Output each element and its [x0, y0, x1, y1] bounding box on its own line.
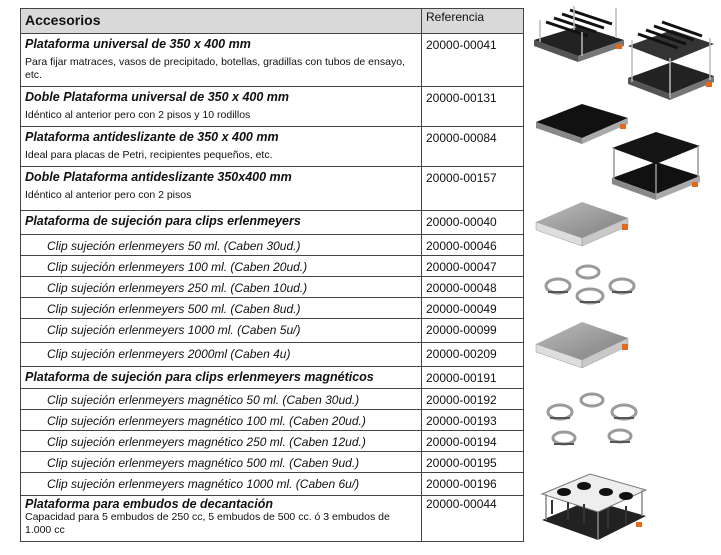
item-description: Capacidad para 5 embudos de 250 cc, 5 embudos de 500 cc. ó 3 embudos de 1.000 cc — [25, 511, 390, 536]
table-row — [21, 410, 524, 431]
item-reference: 20000-00191 — [422, 367, 524, 389]
item-description: Para fijar matraces, vasos de precipitado, botellas, gradillas con tubos de ensayo, etc. — [25, 56, 405, 81]
table-row — [21, 256, 524, 277]
sub-item-title: Clip sujeción erlenmeyers 500 ml. (Caben 8ud.) — [21, 298, 422, 319]
item-reference: 20000-00047 — [422, 256, 524, 277]
sub-item-title: Clip sujeción erlenmeyers 50 ml. (Caben 30ud.) — [21, 235, 422, 256]
item-title: Plataforma de sujeción para clips erlenmeyers magnéticos — [25, 370, 374, 384]
item-reference: 20000-00046 — [422, 235, 524, 256]
table-row — [21, 452, 524, 473]
item-title: Plataforma universal de 350 x 400 mm — [25, 37, 251, 51]
item-description: Ideal para placas de Petri, recipientes pequeños, etc. — [25, 149, 273, 161]
reference-column-header: Referencia — [422, 9, 524, 34]
item-reference: 20000-00049 — [422, 298, 524, 319]
table-row — [21, 127, 524, 167]
item-reference: 20000-00044 — [422, 496, 524, 542]
sub-item-title: Clip sujeción erlenmeyers magnético 50 ml. (Caben 30ud.) — [21, 389, 422, 410]
item-reference: 20000-00131 — [422, 87, 524, 127]
magnetic-clip-set-icon — [548, 394, 636, 444]
clip-platform-icon — [536, 202, 628, 246]
sub-item-title: Clip sujeción erlenmeyers 1000 ml. (Caben 5u/) — [21, 319, 422, 343]
item-title: Doble Plataforma antideslizante 350x400 mm — [25, 170, 292, 184]
table-row — [21, 343, 524, 367]
sub-item-title: Clip sujeción erlenmeyers magnético 1000 ml. (Caben 6u/) — [21, 473, 422, 496]
table-row — [21, 367, 524, 389]
table-row — [21, 319, 524, 343]
item-title: Doble Plataforma universal de 350 x 400 mm — [25, 90, 290, 104]
item-title: Plataforma antideslizante de 350 x 400 mm — [25, 130, 279, 144]
universal-platform-icon — [534, 6, 624, 62]
double-non-slip-platform-icon — [612, 132, 700, 200]
item-reference: 20000-00193 — [422, 410, 524, 431]
non-slip-platform-icon — [536, 104, 628, 144]
table-row — [21, 34, 524, 87]
sub-item-title: Clip sujeción erlenmeyers 100 ml. (Caben 20ud.) — [21, 256, 422, 277]
table-row — [21, 87, 524, 127]
item-reference: 20000-00041 — [422, 34, 524, 87]
item-reference: 20000-00195 — [422, 452, 524, 473]
table-row — [21, 431, 524, 452]
sub-item-title: Clip sujeción erlenmeyers magnético 100 ml. (Caben 20ud.) — [21, 410, 422, 431]
double-universal-platform-icon — [628, 22, 714, 100]
table-row — [21, 389, 524, 410]
table-row — [21, 298, 524, 319]
clip-set-icon — [546, 266, 634, 303]
item-reference: 20000-00040 — [422, 211, 524, 235]
item-reference: 20000-00192 — [422, 389, 524, 410]
item-reference: 20000-00157 — [422, 167, 524, 211]
table-row — [21, 473, 524, 496]
item-description: Idéntico al anterior pero con 2 pisos — [25, 189, 192, 201]
table-row — [21, 235, 524, 256]
item-reference: 20000-00196 — [422, 473, 524, 496]
table-title: Accesorios — [21, 9, 422, 34]
sub-item-title: Clip sujeción erlenmeyers 250 ml. (Caben 10ud.) — [21, 277, 422, 298]
item-reference: 20000-00099 — [422, 319, 524, 343]
item-title: Plataforma de sujeción para clips erlenmeyers — [25, 214, 301, 228]
item-title: Plataforma para embudos de decantación — [25, 497, 273, 511]
table-row — [21, 277, 524, 298]
table-row — [21, 167, 524, 211]
magnetic-clip-platform-icon — [536, 322, 628, 368]
item-description: Idéntico al anterior pero con 2 pisos y 10 rodillos — [25, 109, 251, 121]
funnel-platform-icon — [542, 474, 646, 540]
sub-item-title: Clip sujeción erlenmeyers magnético 500 ml. (Caben 9ud.) — [21, 452, 422, 473]
sub-item-title: Clip sujeción erlenmeyers 2000ml (Caben 4u) — [21, 343, 422, 367]
table-row — [21, 496, 524, 542]
table-row — [21, 211, 524, 235]
item-reference: 20000-00048 — [422, 277, 524, 298]
product-images — [528, 0, 721, 555]
accessories-table — [20, 8, 524, 542]
sub-item-title: Clip sujeción erlenmeyers magnético 250 ml. (Caben 12ud.) — [21, 431, 422, 452]
item-reference: 20000-00194 — [422, 431, 524, 452]
item-reference: 20000-00084 — [422, 127, 524, 167]
item-reference: 20000-00209 — [422, 343, 524, 367]
table-header-row — [21, 9, 524, 34]
